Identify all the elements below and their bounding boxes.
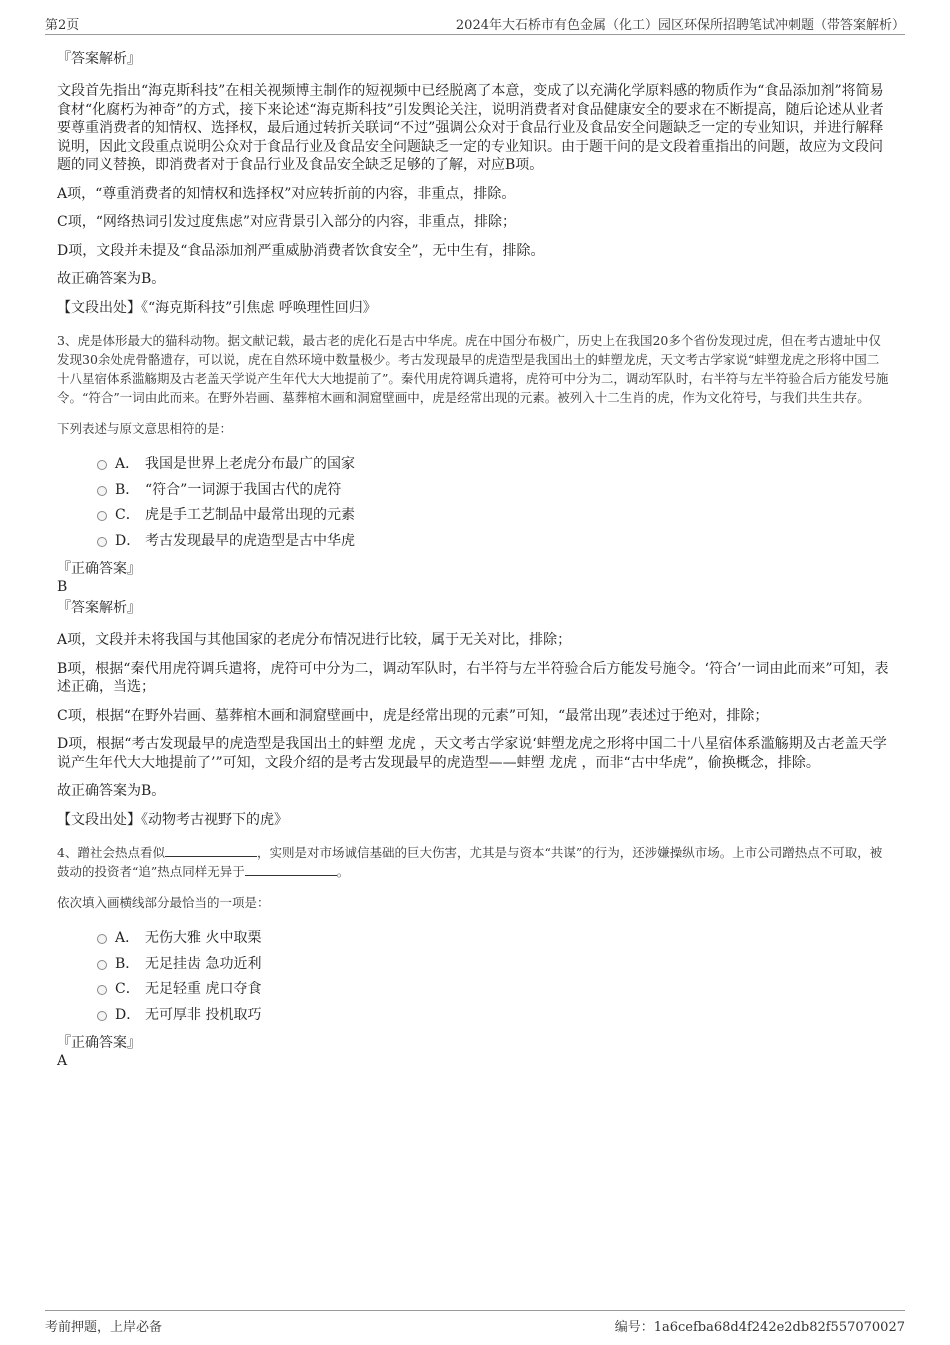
q4-options (57, 926, 889, 1028)
q2-source: 【文段出处】《“海克斯科技”引焦虑 呼唤理性回归》 (57, 299, 377, 316)
document-title: 2024年大石桥市有色金属（化工）园区环保所招聘笔试冲刺题（带答案解析） (455, 18, 905, 33)
radio-icon[interactable] (97, 985, 107, 995)
q2-option-a-analysis: A项，“尊重消费者的知情权和选择权”对应转折前的内容，非重点，排除。 (57, 185, 516, 202)
radio-icon[interactable] (97, 1011, 107, 1021)
q2-option-d-analysis: D项，文段并未提及“食品添加剂严重威胁消费者饮食安全”，无中生有，排除。 (57, 242, 545, 259)
q2-option-c-analysis: C项，“网络热词引发过度焦虑”对应背景引入部分的内容，非重点，排除； (57, 214, 517, 230)
page-footer (45, 1310, 905, 1337)
footer-slogan: 考前押题，上岸必备 (45, 1320, 163, 1335)
q2-analysis-label: 『答案解析』 (57, 51, 141, 67)
q3-analysis-label: 『答案解析』 (57, 600, 141, 616)
q2-conclusion: 故正确答案为B。 (57, 271, 166, 287)
radio-icon[interactable] (97, 460, 107, 470)
q4-answer-label: 『正确答案』 (57, 1035, 141, 1051)
q3-conclusion: 故正确答案为B。 (57, 783, 166, 799)
q3-option-c[interactable]: C． 虎是手工艺制品中最常出现的元素 (57, 503, 889, 529)
q3-passage: 3、虎是体形最大的猫科动物。据文献记载，最古老的虎化石是古中华虎。虎在中国分布极广，历史上在我国20多个省份发现过虎，但在考古遗址中仅发现30余处虎骨骼遗存，可以说，虎在自然环境中数量极少。考古发现最早的虎造型是我国出土的蚌塑龙虎，天文考古学家说“蚌塑龙虎之形将中国二十八星宿体系滥觞期及古老盖天学说产生年代大大地提前了”。秦代用虎符调兵遣将，虎符可中分为二，调动军队时，右半符与左半符验合后方能发号施令。“符合”一词由此而来。在野外岩画、墓葬棺木画和洞窟壁画中，虎是经常出现的元素。被列入十二生肖的虎，作为文化符号，与我们共生共存。 (57, 333, 889, 405)
q3-option-b-analysis: B项，根据“秦代用虎符调兵遣将，虎符可中分为二，调动军队时，右半符与左半符验合后方能发号施令。‘符合’一词由此而来”可知，表述正确，当选； (57, 660, 889, 695)
q4-option-b[interactable]: B． 无足挂齿 急功近利 (57, 952, 889, 978)
q3-option-d-analysis: D项，根据“考古发现最早的虎造型是我国出土的蚌塑 龙虎 ，天文考古学家说‘蚌塑龙虎之形将中国二十八星宿体系滥觞期及古老盖天学说产生年代大大地提前了’”可知，文段介绍的是考古发现最早的虎造型——蚌塑 龙虎 ，而非“古中华虎”，偷换概念，排除。 (57, 736, 887, 771)
q3-option-d[interactable]: D． 考古发现最早的虎造型是古中华虎 (57, 529, 889, 555)
q4-passage: 4、蹭社会热点看似 ，实则是对市场诚信基础的巨大伤害，尤其是与资本“共谋”的行为，还涉嫌操纵市场。上市公司蹭热点不可取，被鼓动的投资者“追”热点同样无异于 。 (57, 845, 883, 879)
q4-answer: A (57, 1053, 68, 1069)
q3-option-b[interactable]: B． “符合”一词源于我国古代的虎符 (57, 478, 889, 504)
q3-prompt: 下列表述与原文意思相符的是： (57, 421, 233, 436)
radio-icon[interactable] (97, 511, 107, 521)
fill-blank-2 (245, 863, 337, 876)
radio-icon[interactable] (97, 934, 107, 944)
page-number: 第2页 (45, 18, 80, 33)
q3-option-a-analysis: A项，文段并未将我国与其他国家的老虎分布情况进行比较，属于无关对比，排除； (57, 632, 572, 648)
radio-icon[interactable] (97, 486, 107, 496)
page-content (57, 45, 889, 1070)
page-header (45, 14, 905, 35)
q4-option-a[interactable]: A． 无伤大雅 火中取栗 (57, 926, 889, 952)
q3-answer-label: 『正确答案』 (57, 561, 141, 577)
q2-analysis-text: 文段首先指出“海克斯科技”在相关视频博主制作的短视频中已经脱离了本意，变成了以充满化学原料感的物质作为“食品添加剂”将简易食材“化腐朽为神奇”的方式，接下来论述“海克斯科技”引发舆论关注，说明消费者对食品健康安全的要求在不断提高，随后论述从业者要尊重消费者的知情权、选择权，最后通过转折关联词“不过”强调公众对于食品行业及食品安全问题缺乏一定的专业知识，并进行解释说明，因此文段重点说明公众对于食品行业及食品安全问题缺乏一定的专业知识。由于题干问的是文段着重指出的问题，故应为文段问题的同义替换，即消费者对于食品行业及食品安全缺乏足够的了解，对应B项。 (57, 83, 884, 173)
fill-blank-1 (165, 844, 257, 857)
radio-icon[interactable] (97, 960, 107, 970)
q3-option-c-analysis: C项，根据“在野外岩画、墓葬棺木画和洞窟壁画中，虎是经常出现的元素”可知，“最常出现”表述过于绝对，排除； (57, 707, 769, 724)
q3-answer: B (57, 579, 68, 595)
q3-option-a[interactable]: A． 我国是世界上老虎分布最广的国家 (57, 452, 889, 478)
q3-options (57, 452, 889, 554)
q4-option-c[interactable]: C． 无足轻重 虎口夺食 (57, 977, 889, 1003)
q4-prompt: 依次填入画横线部分最恰当的一项是： (57, 895, 270, 910)
document-id: 编号：1a6cefba68d4f242e2db82f557070027 (614, 1320, 905, 1335)
q3-source: 【文段出处】《动物考古视野下的虎》 (57, 811, 288, 828)
q4-option-d[interactable]: D． 无可厚非 投机取巧 (57, 1003, 889, 1029)
radio-icon[interactable] (97, 537, 107, 547)
